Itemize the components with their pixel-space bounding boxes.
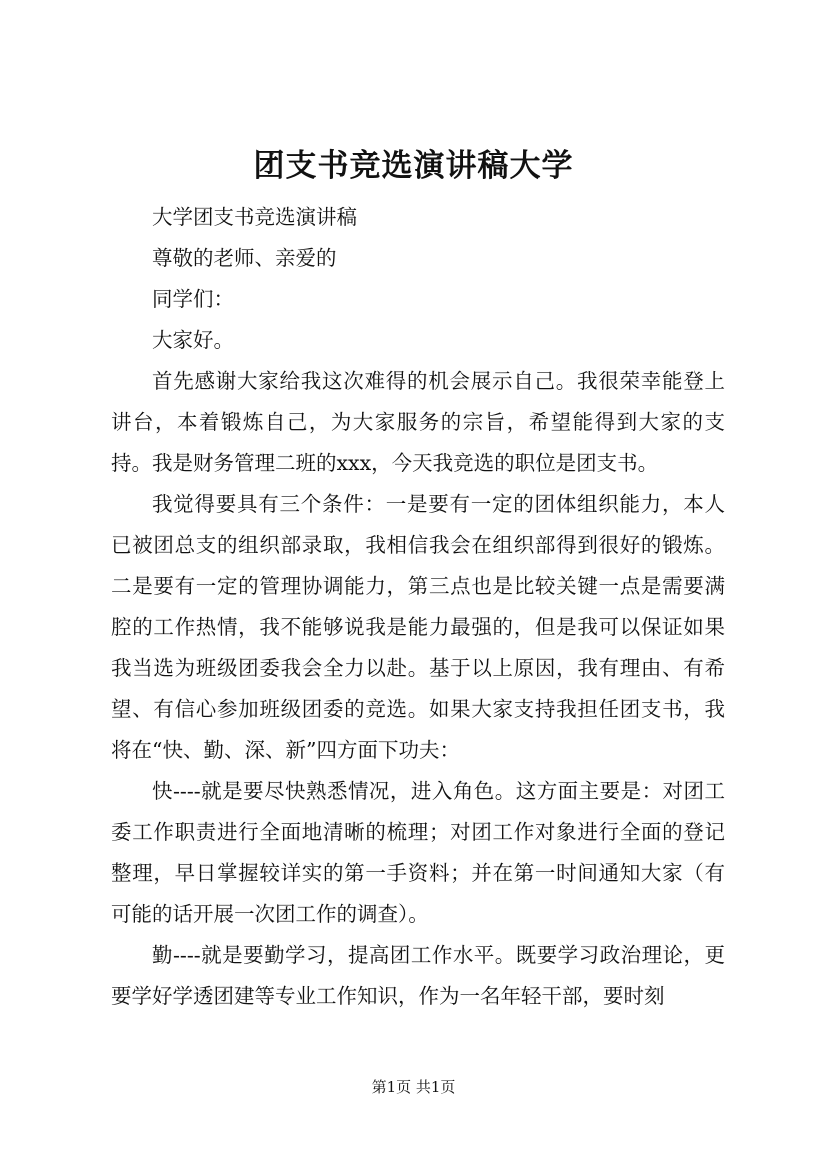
document-body bbox=[111, 197, 725, 1017]
greeting-paragraph: 大家好。 bbox=[152, 328, 234, 352]
document-title: 团支书竞选演讲稿大学 bbox=[253, 148, 574, 184]
page-number-footer: 第1页 共1页 bbox=[371, 1078, 456, 1096]
subtitle-paragraph: 大学团支书竞选演讲稿 bbox=[152, 205, 357, 229]
salutation-continued-paragraph: 同学们： bbox=[152, 287, 234, 311]
body-paragraph: 勤----就是要勤学习，提高团工作水平。既要学习政治理论，更要学好学透团建等专业工作知识，作为一名年轻干部，要时刻 bbox=[111, 943, 725, 1008]
body-paragraph: 首先感谢大家给我这次难得的机会展示自己。我很荣幸能登上讲台，本着锻炼自己，为大家服务的宗旨，希望能得到大家的支持。我是财务管理二班的xxx，今天我竞选的职位是团支书。 bbox=[111, 369, 725, 475]
body-paragraph: 我觉得要具有三个条件：一是要有一定的团体组织能力，本人已被团总支的组织部录取，我相信我会在组织部得到很好的锻炼。二是要有一定的管理协调能力，第三点也是比较关键一点是需要满腔的工作热情，我不能够说我是能力最强的，但是我可以保证如果我当选为班级团委我会全力以赴。基于以上原因，我有理由、有希望、有信心参加班级团委的竞选。如果大家支持我担任团支书，我将在“快、勤、深、新”四方面下功夫： bbox=[111, 492, 725, 762]
salutation-paragraph: 尊敬的老师、亲爱的 bbox=[152, 246, 337, 270]
body-paragraph: 快----就是要尽快熟悉情况，进入角色。这方面主要是：对团工委工作职责进行全面地清晰的梳理；对团工作对象进行全面的登记整理，早日掌握较详实的第一手资料；并在第一时间通知大家（有可能的话开展一次团工作的调查）。 bbox=[111, 779, 725, 926]
